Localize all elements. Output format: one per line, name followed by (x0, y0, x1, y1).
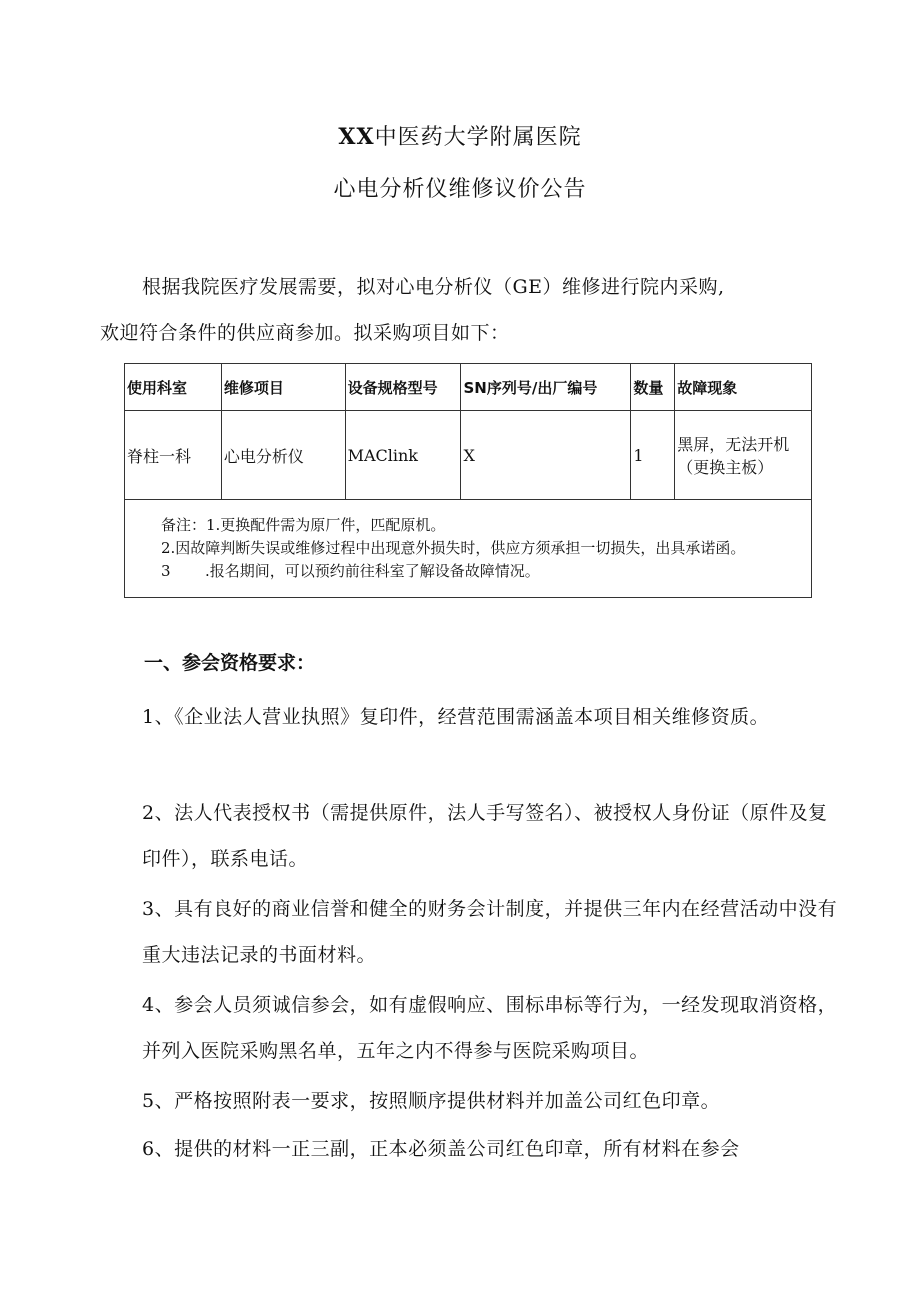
note-line-2: 2.因故障判断失误或维修过程中出现意外损失时，供应方须承担一切损失，出具承诺函。 (161, 539, 746, 557)
header-serial-number: SN序列号/出厂编号 (461, 364, 631, 411)
requirement-item-3 (100, 886, 840, 978)
note-line-3 (137, 560, 803, 583)
header-fault: 故障现象 (675, 364, 812, 411)
requirement-item-6 (100, 1126, 840, 1172)
title-hospital-name: 中医药大学附属医院 (374, 125, 582, 150)
requirement-item-5 (100, 1078, 840, 1124)
header-model: 设备规格型号 (345, 364, 461, 411)
cell-serial-number: X (461, 411, 631, 500)
table-notes-row (125, 500, 812, 598)
note-line-3-text: .报名期间，可以预约前往科室了解设备故障情况。 (205, 562, 540, 580)
cell-fault: 黑屏，无法开机（更换主板） (675, 411, 812, 500)
section-heading: 一、参会资格要求： (144, 652, 316, 674)
requirement-text-5: 5、严格按照附表一要求，按照顺序提供材料并加盖公司红色印章。 (142, 1090, 721, 1112)
cell-model: MAClink (345, 411, 461, 500)
requirement-item-2 (100, 790, 840, 882)
requirement-item-1 (100, 694, 840, 740)
intro-paragraph (100, 264, 840, 356)
note-line-3-number: 3 (161, 562, 171, 580)
cell-quantity: 1 (631, 411, 675, 500)
procurement-table (124, 363, 812, 598)
header-department: 使用科室 (125, 364, 222, 411)
requirement-text-6: 6、提供的材料一正三副，正本必须盖公司红色印章，所有材料在参会 (142, 1138, 740, 1160)
note-line-1: 备注：1.更换配件需为原厂件，匹配原机。 (161, 516, 446, 534)
intro-line-1: 根据我院医疗发展需要，拟对心电分析仪（GE）维修进行院内采购, (142, 276, 725, 298)
table-header-row (125, 364, 812, 411)
intro-line-2: 欢迎符合条件的供应商参加。拟采购项目如下： (100, 322, 510, 344)
requirement-item-4 (100, 982, 840, 1074)
document-title (0, 120, 920, 151)
document-subtitle: 心电分析仪维修议价公告 (333, 177, 587, 202)
requirement-text-4: 4、参会人员须诚信参会，如有虚假响应、围标串标等行为，一经发现取消资格，并列入医院采购黑名单，五年之内不得参与医院采购项目。 (142, 994, 838, 1062)
cell-repair-item: 心电分析仪 (221, 411, 345, 500)
requirement-text-2: 2、法人代表授权书（需提供原件，法人手写签名）、被授权人身份证（原件及复印件），联系电话。 (142, 802, 828, 870)
notes-cell (125, 500, 812, 598)
table-row (125, 411, 812, 500)
requirement-text-3: 3、具有良好的商业信誉和健全的财务会计制度，并提供三年内在经营活动中没有重大违法记录的书面材料。 (142, 898, 838, 966)
header-quantity: 数量 (631, 364, 675, 411)
header-repair-item: 维修项目 (221, 364, 345, 411)
cell-department: 脊柱一科 (125, 411, 222, 500)
requirement-text-1: 1、《企业法人营业执照》复印件，经营范围需涵盖本项目相关维修资质。 (142, 706, 770, 728)
title-prefix: XX (338, 124, 375, 150)
